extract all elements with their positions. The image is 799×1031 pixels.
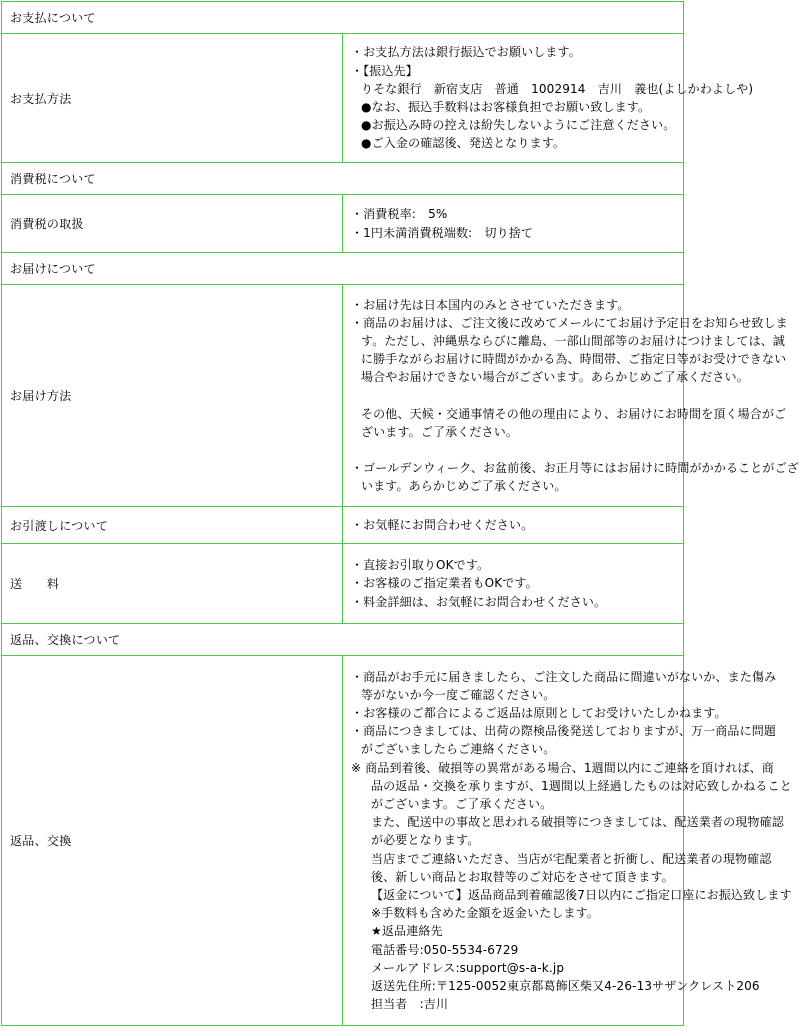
row-returns: [2, 656, 684, 1026]
delivery-line: その他、天候・交通事情その他の理由により、お届けにお時間を頂く場合がご: [361, 406, 787, 421]
returns-line: 品の返品・交換を承りますが、1週間以上経過したものは対応致しかねること: [371, 778, 792, 793]
content-delivery-method: [343, 285, 799, 507]
section-title-tax: 消費税について: [2, 163, 684, 195]
shipping-line: ・直接お引取りOKです。: [351, 558, 490, 573]
returns-line: ・お客様のご都合によるご返品は原則としてお受けいたしかねます。: [351, 705, 727, 720]
blank-line: [351, 441, 675, 459]
returns-contact-heading: ★返品連絡先: [371, 924, 443, 939]
returns-address: 返送先住所:〒125-0052東京都葛飾区柴又4-26-13サザンクレスト206: [371, 979, 760, 994]
row-shipping: [2, 544, 684, 624]
content-shipping: [343, 544, 684, 624]
delivery-line: 場合やお届けできない場合がございます。あらかじめご了承ください。: [361, 370, 749, 385]
label-delivery-method: お届け方法: [2, 285, 343, 507]
label-payment-method: お支払方法: [2, 34, 343, 163]
content-pickup: [343, 507, 684, 544]
returns-contact-person: 担当者 :吉川: [371, 997, 449, 1012]
pickup-line: ・お気軽にお問合わせください。: [351, 517, 534, 532]
delivery-line: ・お届け先は日本国内のみとさせていただきます。: [351, 297, 630, 312]
label-returns: 返品、交換: [2, 656, 343, 1026]
payment-line: ・お支払方法は銀行振込でお願いします。: [351, 45, 581, 60]
delivery-line: ざいます。ご了承ください。: [361, 424, 518, 439]
payment-line: ●お振込み時の控えは紛失しないようにご注意ください。: [361, 118, 676, 133]
returns-line: 当店までご連絡いただき、当店が宅配業者と折衝し、配送業者の現物確認: [371, 851, 772, 866]
section-title-delivery: お届けについて: [2, 253, 684, 285]
returns-line: ※手数料も含めた金額を返金いたします。: [371, 906, 599, 921]
label-shipping: 送 料: [2, 544, 343, 624]
returns-line: が必要となります。: [371, 833, 480, 848]
blank-line: [351, 387, 675, 405]
section-row-returns: [2, 624, 684, 656]
payment-bank-account: りそな銀行 新宿支店 普通 1002914 吉川 義也(よしかわよしや): [361, 81, 754, 96]
label-pickup: お引渡しについて: [2, 507, 343, 544]
section-row-tax: [2, 163, 684, 195]
payment-line: ●なお、振込手数料はお客様負担でお願い致します。: [361, 100, 651, 114]
returns-email: メールアドレス:support@s-a-k.jp: [371, 960, 565, 975]
content-returns: [343, 656, 792, 1026]
label-tax-handling: 消費税の取扱: [2, 195, 343, 253]
section-title-payment: お支払について: [2, 2, 684, 34]
delivery-line: ・商品のお届けは、ご注文後に改めてメールにてお届け予定日をお知らせ致しま: [351, 315, 788, 330]
row-payment-method: [2, 34, 684, 163]
shipping-line: ・お客様のご指定業者もOKです。: [351, 576, 538, 591]
returns-line: 後、新しい商品とお取替等のご対応をさせて頂きます。: [371, 869, 674, 884]
content-payment-method: [343, 34, 754, 163]
section-row-payment: [2, 2, 684, 34]
row-tax-handling: [2, 195, 684, 253]
returns-line: ・商品がお手元に届きましたら、ご注文した商品に間違いがないか、また傷み: [351, 669, 777, 684]
returns-line: また、配送中の事故と思われる破損等につきましては、配送業者の現物確認: [371, 815, 784, 830]
row-delivery-method: [2, 285, 684, 507]
payment-line: ・【振込先】: [351, 63, 418, 78]
returns-line: がございます。ご了承ください。: [371, 796, 553, 811]
returns-line: 等がないか今一度ご確認ください。: [361, 687, 556, 702]
returns-line: ※ 商品到着後、破損等の異常がある場合、1週間以内にご連絡を頂ければ、商: [351, 760, 774, 775]
tax-line: ・1円未満消費税端数: 切り捨て: [351, 225, 534, 240]
returns-line: 【返金について】返品商品到着確認後7日以内にご指定口座にお振込致します: [371, 888, 792, 902]
payment-line: ●ご入金の確認後、発送となります。: [361, 136, 566, 151]
section-title-returns: 返品、交換について: [2, 624, 684, 656]
shipping-line: ・料金詳細は、お気軽にお問合わせください。: [351, 594, 607, 609]
returns-phone: 電話番号:050-5534-6729: [371, 942, 519, 957]
store-info-table: [1, 1, 799, 1026]
content-tax-handling: [343, 195, 684, 253]
tax-line: ・消費税率: 5%: [351, 207, 448, 222]
delivery-line: ・ゴールデンウィーク、お盆前後、お正月等にはお届けに時間がかかることがござ: [351, 461, 799, 475]
returns-line: ・商品につきましては、出荷の際検品後発送しておりますが、万一商品に問題: [351, 724, 777, 739]
row-pickup: [2, 507, 684, 544]
delivery-line: す。ただし、沖縄県ならびに離島、一部山間部等のお届けにつけましては、誠: [361, 333, 786, 348]
section-row-delivery: [2, 253, 684, 285]
returns-line: がございましたらご連絡ください。: [361, 742, 556, 757]
delivery-line: に勝手ながらお届けに時間がかかる為、時間帯、ご指定日等がお受けできない: [361, 352, 787, 367]
delivery-line: います。あらかじめご了承ください。: [361, 479, 567, 494]
